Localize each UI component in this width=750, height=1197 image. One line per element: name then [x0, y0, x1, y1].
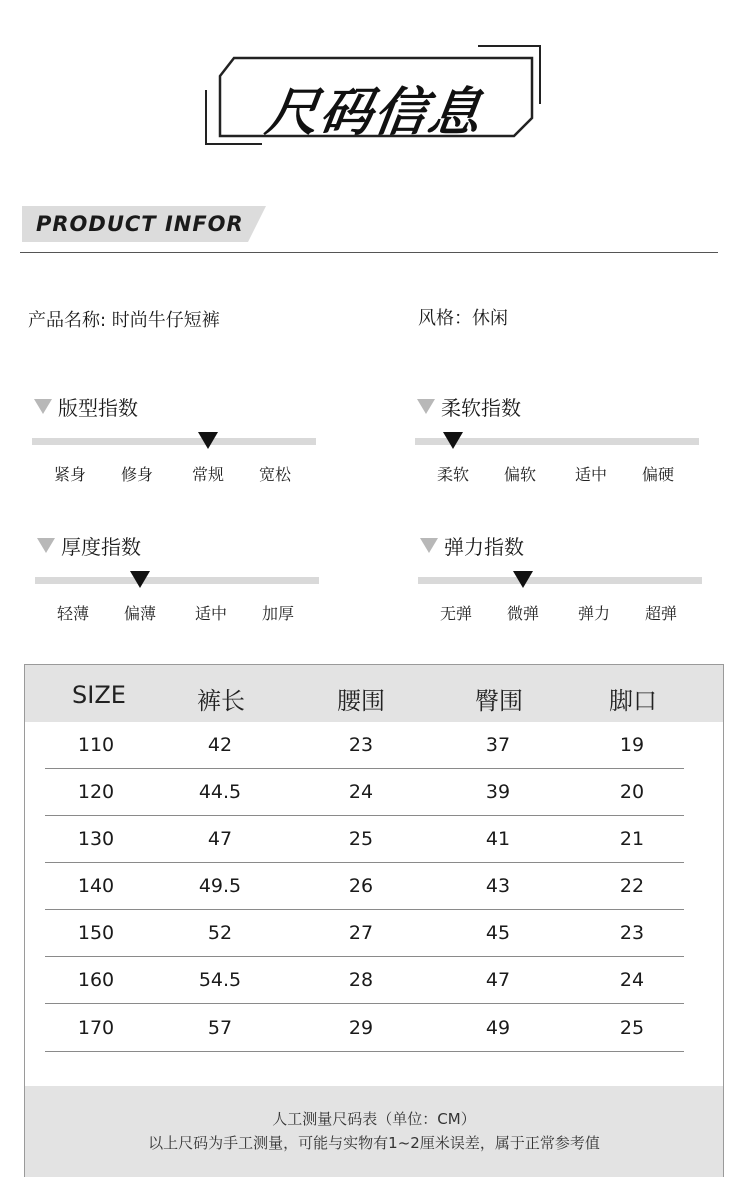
table-cell: 42 [207, 734, 233, 756]
table-row [45, 816, 684, 863]
table-cell: 39 [485, 781, 511, 803]
table-cell: 160 [77, 969, 115, 991]
index-title: 柔软指数 [441, 396, 521, 420]
table-cell: 27 [348, 922, 374, 944]
index-label: 弹力 [577, 604, 611, 623]
triangle-icon [37, 538, 55, 553]
index-title: 弹力指数 [444, 535, 524, 559]
index-label: 超弹 [644, 604, 678, 623]
index-scale-bar [418, 577, 702, 584]
table-cell: 49 [485, 1017, 511, 1039]
index-label: 紧身 [53, 465, 87, 484]
table-row [45, 769, 684, 816]
index-marker-icon [130, 571, 150, 588]
column-header: SIZE [72, 681, 126, 709]
index-label: 常规 [191, 465, 225, 484]
footer-note-disclaimer: 以上尺码为手工测量，可能与实物有1~2厘米误差，属于正常参考值 [148, 1134, 600, 1152]
index-title: 厚度指数 [61, 535, 141, 559]
index-label: 加厚 [261, 604, 295, 623]
index-label: 无弹 [439, 604, 473, 623]
table-cell: 41 [485, 828, 511, 850]
size-table-header [25, 665, 723, 722]
product-info-label: PRODUCT INFOR [36, 212, 244, 236]
table-cell: 52 [207, 922, 233, 944]
table-cell: 26 [348, 875, 374, 897]
table-cell: 19 [619, 734, 645, 756]
table-cell: 140 [77, 875, 115, 897]
index-label: 偏薄 [123, 604, 157, 623]
table-cell: 25 [348, 828, 374, 850]
index-label: 微弹 [506, 604, 540, 623]
table-cell: 29 [348, 1017, 374, 1039]
section-divider [20, 252, 718, 253]
softness-index [415, 392, 705, 502]
footer-note-title: 人工测量尺码表（单位：CM） [272, 1110, 476, 1128]
table-cell: 43 [485, 875, 511, 897]
index-label: 宽松 [258, 465, 292, 484]
index-marker-icon [443, 432, 463, 449]
table-cell: 57 [207, 1017, 233, 1039]
column-header: 臀围 [475, 687, 523, 715]
table-row [45, 1005, 684, 1052]
table-cell: 20 [619, 781, 645, 803]
table-cell: 21 [619, 828, 645, 850]
table-cell: 24 [619, 969, 645, 991]
table-cell: 24 [348, 781, 374, 803]
product-style: 风格：休闲 [418, 308, 508, 329]
table-cell: 28 [348, 969, 374, 991]
column-header: 裤长 [197, 687, 245, 715]
product-name: 产品名称: 时尚牛仔短裤 [28, 310, 220, 331]
table-cell: 37 [485, 734, 511, 756]
index-scale-bar [35, 577, 319, 584]
table-cell: 22 [619, 875, 645, 897]
index-label: 修身 [120, 465, 154, 484]
table-row [45, 863, 684, 910]
table-row [45, 910, 684, 957]
thickness-index [35, 531, 325, 641]
table-cell: 130 [77, 828, 115, 850]
size-table [24, 664, 724, 1177]
table-cell: 54.5 [198, 969, 242, 991]
table-cell: 150 [77, 922, 115, 944]
index-title: 版型指数 [58, 396, 138, 420]
triangle-icon [420, 538, 438, 553]
fit-index [32, 392, 322, 502]
column-header: 脚口 [609, 687, 657, 715]
table-cell: 49.5 [198, 875, 242, 897]
table-cell: 23 [348, 734, 374, 756]
table-row [45, 722, 684, 769]
index-label: 偏硬 [641, 465, 675, 484]
index-label: 偏软 [503, 465, 537, 484]
index-label: 轻薄 [56, 604, 90, 623]
column-header: 腰围 [337, 687, 385, 715]
index-label: 适中 [574, 465, 608, 484]
table-cell: 47 [485, 969, 511, 991]
table-row [45, 957, 684, 1004]
index-label: 柔软 [436, 465, 470, 484]
title-banner [200, 40, 550, 150]
product-info-tag [22, 206, 266, 242]
size-table-footer [25, 1086, 723, 1177]
table-cell: 44.5 [198, 781, 242, 803]
table-cell: 25 [619, 1017, 645, 1039]
index-marker-icon [198, 432, 218, 449]
triangle-icon [34, 399, 52, 414]
elasticity-index [418, 531, 708, 641]
index-scale-bar [32, 438, 316, 445]
table-cell: 120 [77, 781, 115, 803]
table-cell: 110 [77, 734, 115, 756]
index-label: 适中 [194, 604, 228, 623]
table-cell: 45 [485, 922, 511, 944]
table-cell: 170 [77, 1017, 115, 1039]
page-title: 尺码信息 [261, 83, 487, 143]
triangle-icon [417, 399, 435, 414]
table-cell: 47 [207, 828, 233, 850]
table-cell: 23 [619, 922, 645, 944]
index-marker-icon [513, 571, 533, 588]
